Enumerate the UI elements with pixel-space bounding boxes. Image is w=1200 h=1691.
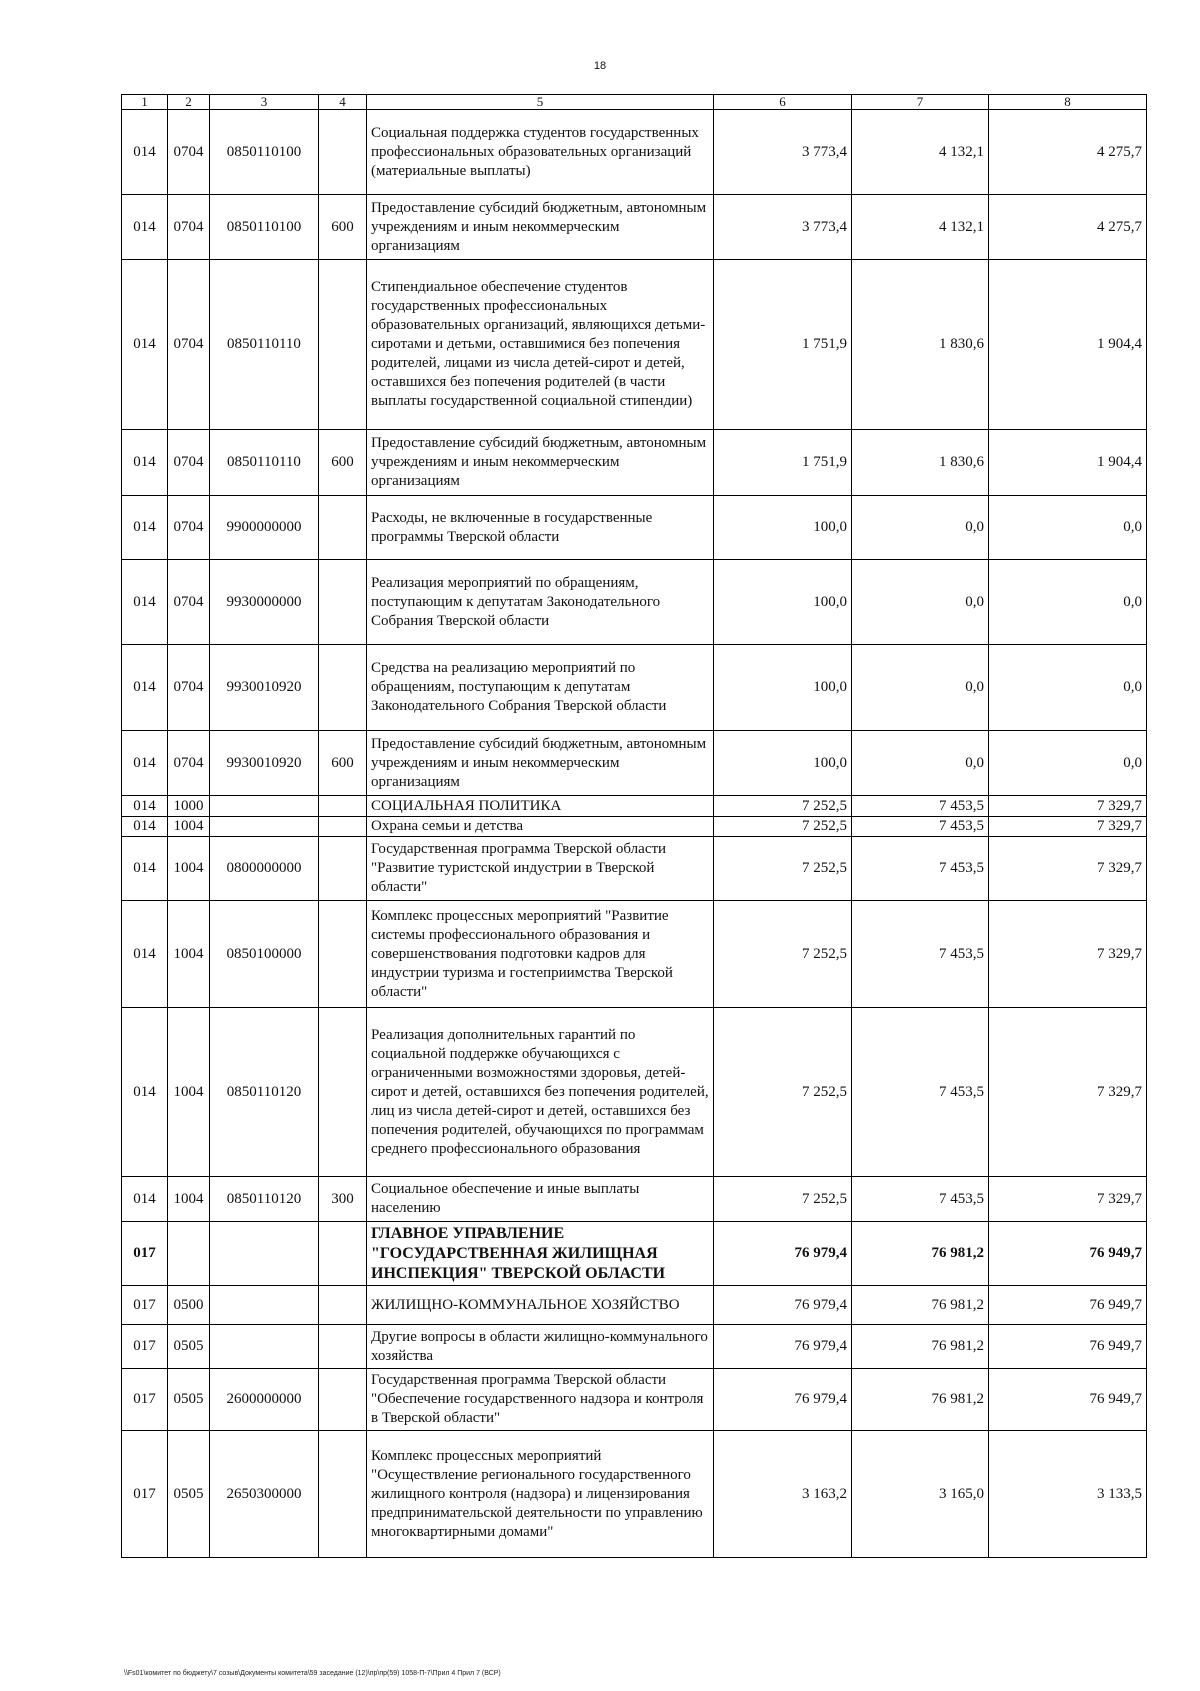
expense-type-cell: 600: [319, 195, 367, 260]
amount-year3-cell: 0,0: [989, 496, 1147, 560]
section-code-cell: 0704: [168, 260, 210, 430]
section-code-cell: 1004: [168, 1177, 210, 1222]
amount-year3-cell: 7 329,7: [989, 1177, 1147, 1222]
amount-year2-cell: 76 981,2: [852, 1286, 989, 1325]
amount-year3-cell: 0,0: [989, 731, 1147, 796]
amount-year3-cell: 76 949,7: [989, 1286, 1147, 1325]
admin-code-cell: 017: [122, 1431, 168, 1558]
amount-year1-cell: 100,0: [714, 560, 852, 645]
amount-year2-cell: 0,0: [852, 731, 989, 796]
file-path-footer: \\Fs01\комитет по бюджету\7 созыв\Документы комитета\59 заседание (12)\пр\пр(59) 1058-П-7\Прил 4 Прил 7 (ВСР): [124, 1670, 501, 1677]
amount-year2-cell: 0,0: [852, 560, 989, 645]
description-cell: Расходы, не включенные в государственные программы Тверской области: [367, 496, 714, 560]
expense-type-cell: [319, 1369, 367, 1431]
admin-code-cell: 017: [122, 1222, 168, 1286]
admin-code-cell: 014: [122, 560, 168, 645]
table-row: [122, 1286, 1147, 1325]
table-row: [122, 260, 1147, 430]
header-cell: 6: [714, 95, 852, 110]
admin-code-cell: 014: [122, 195, 168, 260]
amount-year3-cell: 1 904,4: [989, 260, 1147, 430]
description-cell: Другие вопросы в области жилищно-коммунального хозяйства: [367, 1325, 714, 1369]
target-article-cell: [210, 1286, 319, 1325]
expense-type-cell: [319, 260, 367, 430]
description-cell: Охрана семьи и детства: [367, 817, 714, 837]
amount-year1-cell: 1 751,9: [714, 260, 852, 430]
header-cell: 7: [852, 95, 989, 110]
amount-year1-cell: 3 163,2: [714, 1431, 852, 1558]
amount-year3-cell: 0,0: [989, 560, 1147, 645]
table-row: [122, 1325, 1147, 1369]
table-row: [122, 1008, 1147, 1177]
page-number: 18: [593, 60, 607, 72]
amount-year1-cell: 76 979,4: [714, 1286, 852, 1325]
description-cell: Средства на реализацию мероприятий по обращениям, поступающим к депутатам Законодательного Собрания Тверской области: [367, 645, 714, 731]
table-row: [122, 1369, 1147, 1431]
description-cell: ЖИЛИЩНО-КОММУНАЛЬНОЕ ХОЗЯЙСТВО: [367, 1286, 714, 1325]
amount-year2-cell: 76 981,2: [852, 1369, 989, 1431]
section-code-cell: 0500: [168, 1286, 210, 1325]
description-cell: Комплекс процессных мероприятий "Осуществление регионального государственного жилищного контроля (надзора) и лицензирования предпринимательской деятельности по управлению многоквартирными домами": [367, 1431, 714, 1558]
section-code-cell: [168, 1222, 210, 1286]
description-cell: Социальная поддержка студентов государственных профессиональных образовательных организаций (материальные выплаты): [367, 110, 714, 195]
target-article-cell: [210, 1325, 319, 1369]
description-cell: Комплекс процессных мероприятий "Развитие системы профессионального образования и совершенствования подготовки кадров для индустрии туризма и гостеприимства Тверской области": [367, 901, 714, 1008]
admin-code-cell: 014: [122, 1177, 168, 1222]
amount-year2-cell: 0,0: [852, 645, 989, 731]
description-cell: Предоставление субсидий бюджетным, автономным учреждениям и иным некоммерческим организациям: [367, 731, 714, 796]
section-code-cell: 0704: [168, 430, 210, 496]
amount-year3-cell: 7 329,7: [989, 1008, 1147, 1177]
table-row: [122, 901, 1147, 1008]
amount-year2-cell: 1 830,6: [852, 430, 989, 496]
table-row: [122, 796, 1147, 817]
admin-code-cell: 014: [122, 260, 168, 430]
admin-code-cell: 014: [122, 796, 168, 817]
table-row: [122, 645, 1147, 731]
header-cell: 4: [319, 95, 367, 110]
target-article-cell: 0850110120: [210, 1177, 319, 1222]
table-row: [122, 560, 1147, 645]
admin-code-cell: 014: [122, 496, 168, 560]
target-article-cell: 0850110110: [210, 430, 319, 496]
section-code-cell: 1000: [168, 796, 210, 817]
amount-year3-cell: 76 949,7: [989, 1222, 1147, 1286]
amount-year3-cell: 7 329,7: [989, 796, 1147, 817]
amount-year2-cell: 0,0: [852, 496, 989, 560]
description-cell: Предоставление субсидий бюджетным, автономным учреждениям и иным некоммерческим организациям: [367, 195, 714, 260]
description-cell: Государственная программа Тверской области "Обеспечение государственного надзора и контроля в Тверской области": [367, 1369, 714, 1431]
expense-type-cell: [319, 796, 367, 817]
expense-type-cell: [319, 1222, 367, 1286]
table-row: [122, 1177, 1147, 1222]
section-code-cell: 0505: [168, 1431, 210, 1558]
header-cell: 2: [168, 95, 210, 110]
header-cell: 1: [122, 95, 168, 110]
amount-year2-cell: 7 453,5: [852, 817, 989, 837]
amount-year1-cell: 100,0: [714, 496, 852, 560]
amount-year3-cell: 76 949,7: [989, 1369, 1147, 1431]
amount-year3-cell: 3 133,5: [989, 1431, 1147, 1558]
amount-year1-cell: 1 751,9: [714, 430, 852, 496]
table-row: [122, 195, 1147, 260]
section-code-cell: 1004: [168, 817, 210, 837]
target-article-cell: [210, 796, 319, 817]
target-article-cell: 0850110100: [210, 110, 319, 195]
admin-code-cell: 014: [122, 1008, 168, 1177]
amount-year1-cell: 7 252,5: [714, 1008, 852, 1177]
amount-year3-cell: 1 904,4: [989, 430, 1147, 496]
target-article-cell: [210, 1222, 319, 1286]
admin-code-cell: 014: [122, 817, 168, 837]
description-cell: ГЛАВНОЕ УПРАВЛЕНИЕ "ГОСУДАРСТВЕННАЯ ЖИЛИЩНАЯ ИНСПЕКЦИЯ" ТВЕРСКОЙ ОБЛАСТИ: [367, 1222, 714, 1286]
target-article-cell: 0850110120: [210, 1008, 319, 1177]
target-article-cell: 9930000000: [210, 560, 319, 645]
expense-type-cell: [319, 901, 367, 1008]
expense-type-cell: [319, 817, 367, 837]
target-article-cell: 9930010920: [210, 731, 319, 796]
amount-year1-cell: 3 773,4: [714, 110, 852, 195]
target-article-cell: 9930010920: [210, 645, 319, 731]
section-code-cell: 0704: [168, 560, 210, 645]
amount-year2-cell: 76 981,2: [852, 1325, 989, 1369]
description-cell: Государственная программа Тверской области "Развитие туристской индустрии в Тверской области": [367, 837, 714, 901]
amount-year3-cell: 0,0: [989, 645, 1147, 731]
section-code-cell: 0704: [168, 110, 210, 195]
section-code-cell: 0505: [168, 1325, 210, 1369]
amount-year3-cell: 4 275,7: [989, 110, 1147, 195]
expense-type-cell: [319, 560, 367, 645]
expense-type-cell: [319, 1431, 367, 1558]
admin-code-cell: 014: [122, 430, 168, 496]
expense-type-cell: [319, 496, 367, 560]
header-cell: 3: [210, 95, 319, 110]
table-header-row: [122, 95, 1147, 110]
amount-year2-cell: 76 981,2: [852, 1222, 989, 1286]
amount-year2-cell: 7 453,5: [852, 796, 989, 817]
expense-type-cell: [319, 1008, 367, 1177]
table-row: [122, 731, 1147, 796]
amount-year2-cell: 1 830,6: [852, 260, 989, 430]
target-article-cell: 0850100000: [210, 901, 319, 1008]
amount-year1-cell: 7 252,5: [714, 817, 852, 837]
section-code-cell: 0704: [168, 195, 210, 260]
description-cell: СОЦИАЛЬНАЯ ПОЛИТИКА: [367, 796, 714, 817]
expense-type-cell: 600: [319, 430, 367, 496]
table-row: [122, 1431, 1147, 1558]
expense-type-cell: 300: [319, 1177, 367, 1222]
target-article-cell: [210, 817, 319, 837]
amount-year2-cell: 4 132,1: [852, 195, 989, 260]
target-article-cell: 0850110110: [210, 260, 319, 430]
admin-code-cell: 014: [122, 110, 168, 195]
table-row: [122, 430, 1147, 496]
amount-year3-cell: 76 949,7: [989, 1325, 1147, 1369]
section-code-cell: 1004: [168, 837, 210, 901]
amount-year1-cell: 7 252,5: [714, 901, 852, 1008]
target-article-cell: 9900000000: [210, 496, 319, 560]
amount-year3-cell: 7 329,7: [989, 817, 1147, 837]
admin-code-cell: 017: [122, 1286, 168, 1325]
description-cell: Социальное обеспечение и иные выплаты населению: [367, 1177, 714, 1222]
expense-type-cell: [319, 1325, 367, 1369]
admin-code-cell: 014: [122, 731, 168, 796]
admin-code-cell: 014: [122, 901, 168, 1008]
amount-year1-cell: 3 773,4: [714, 195, 852, 260]
target-article-cell: 2650300000: [210, 1431, 319, 1558]
amount-year1-cell: 76 979,4: [714, 1369, 852, 1431]
amount-year1-cell: 76 979,4: [714, 1325, 852, 1369]
amount-year2-cell: 7 453,5: [852, 1177, 989, 1222]
header-cell: 5: [367, 95, 714, 110]
section-code-cell: 0704: [168, 496, 210, 560]
description-cell: Реализация мероприятий по обращениям, поступающим к депутатам Законодательного Собрания Тверской области: [367, 560, 714, 645]
table-row: [122, 837, 1147, 901]
expense-type-cell: [319, 110, 367, 195]
amount-year3-cell: 7 329,7: [989, 901, 1147, 1008]
amount-year1-cell: 7 252,5: [714, 837, 852, 901]
amount-year2-cell: 3 165,0: [852, 1431, 989, 1558]
amount-year2-cell: 4 132,1: [852, 110, 989, 195]
amount-year3-cell: 4 275,7: [989, 195, 1147, 260]
table-row: [122, 817, 1147, 837]
target-article-cell: 0800000000: [210, 837, 319, 901]
expense-type-cell: [319, 645, 367, 731]
admin-code-cell: 014: [122, 645, 168, 731]
description-cell: Предоставление субсидий бюджетным, автономным учреждениям и иным некоммерческим организациям: [367, 430, 714, 496]
expense-type-cell: 600: [319, 731, 367, 796]
target-article-cell: 2600000000: [210, 1369, 319, 1431]
section-code-cell: 1004: [168, 901, 210, 1008]
table-row: [122, 1222, 1147, 1286]
amount-year1-cell: 7 252,5: [714, 1177, 852, 1222]
table-row: [122, 110, 1147, 195]
section-code-cell: 0704: [168, 645, 210, 731]
expense-type-cell: [319, 837, 367, 901]
budget-table: [121, 94, 1147, 1558]
expense-type-cell: [319, 1286, 367, 1325]
section-code-cell: 0704: [168, 731, 210, 796]
admin-code-cell: 014: [122, 837, 168, 901]
amount-year1-cell: 7 252,5: [714, 796, 852, 817]
amount-year2-cell: 7 453,5: [852, 1008, 989, 1177]
description-cell: Реализация дополнительных гарантий по социальной поддержке обучающихся с ограниченными возможностями здоровья, детей-сирот и детей, оставшихся без попечения родителей, лиц из числа детей-сирот и детей, оставшихся без попечения родителей, обучающихся по программам среднего профессионального образования: [367, 1008, 714, 1177]
admin-code-cell: 017: [122, 1325, 168, 1369]
admin-code-cell: 017: [122, 1369, 168, 1431]
amount-year1-cell: 100,0: [714, 731, 852, 796]
section-code-cell: 1004: [168, 1008, 210, 1177]
section-code-cell: 0505: [168, 1369, 210, 1431]
amount-year3-cell: 7 329,7: [989, 837, 1147, 901]
amount-year1-cell: 100,0: [714, 645, 852, 731]
header-cell: 8: [989, 95, 1147, 110]
target-article-cell: 0850110100: [210, 195, 319, 260]
description-cell: Стипендиальное обеспечение студентов государственных профессиональных образовательных организаций, являющихся детьми-сиротами и детьми, оставшимися без попечения родителей, лицами из числа детей-сирот и детей, оставшихся без попечения родителей (в части выплаты государственной социальной стипендии): [367, 260, 714, 430]
table-row: [122, 496, 1147, 560]
amount-year2-cell: 7 453,5: [852, 901, 989, 1008]
amount-year2-cell: 7 453,5: [852, 837, 989, 901]
amount-year1-cell: 76 979,4: [714, 1222, 852, 1286]
